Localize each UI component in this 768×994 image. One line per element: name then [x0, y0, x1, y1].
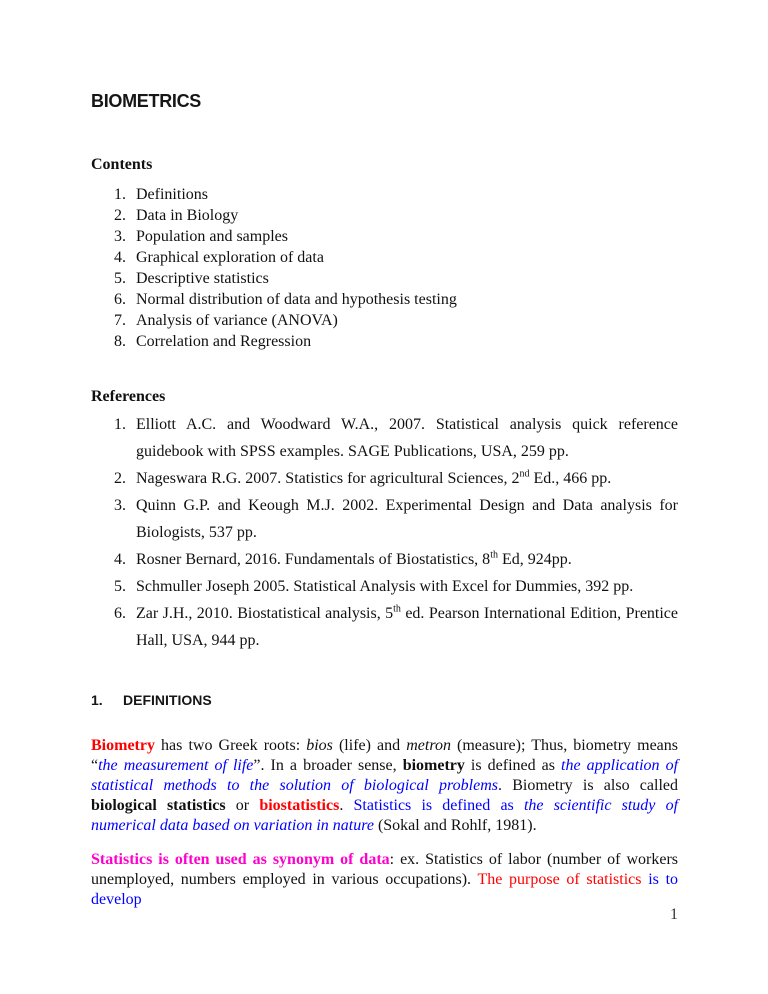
references-heading: References	[91, 388, 166, 405]
text-segment: Biometry	[91, 737, 155, 754]
reference-text-post: ed. Pearson International Edition, Prentice Hall, USA, 944 pp.	[136, 605, 679, 649]
ordinal-superscript: th	[490, 549, 498, 561]
text-segment: ”. In a broader sense,	[253, 757, 403, 774]
reference-item	[91, 465, 678, 492]
contents-item	[91, 331, 678, 352]
contents-heading: Contents	[91, 156, 153, 173]
list-item-number: 2.	[114, 470, 126, 487]
list-item-text: Population and samples	[136, 228, 288, 245]
list-item-number: 6.	[114, 605, 126, 622]
list-item-number: 2.	[114, 207, 126, 224]
paragraph-biometry-definition	[91, 736, 678, 836]
text-segment: bios	[306, 737, 333, 754]
text-segment: the application of statistical methods to the solution of biological problems	[91, 757, 679, 794]
text-segment: metron	[406, 737, 451, 754]
text-segment: : ex. Statistics of labor (number of workers unemployed, numbers employed in various occupations).	[91, 851, 678, 888]
text-segment: biometry	[402, 757, 465, 774]
reference-text	[136, 578, 633, 595]
contents-item	[91, 247, 678, 268]
definitions-heading-label: DEFINITIONS	[123, 692, 212, 708]
definitions-heading	[91, 692, 212, 708]
text-segment: .	[339, 797, 354, 814]
text-segment: (life) and	[332, 737, 407, 754]
ordinal-superscript: th	[393, 603, 401, 615]
contents-item	[91, 184, 678, 205]
text-segment: Statistics is often used as synonym of data	[91, 851, 390, 868]
contents-item	[91, 268, 678, 289]
reference-item	[91, 573, 678, 600]
reference-text	[136, 497, 678, 541]
list-item-text: Graphical exploration of data	[136, 249, 324, 266]
list-item-text: Analysis of variance (ANOVA)	[136, 312, 338, 329]
contents-item	[91, 205, 678, 226]
reference-text-pre: Quinn G.P. and Keough M.J. 2002. Experimental Design and Data analysis for Biologists, 537 pp.	[136, 497, 678, 541]
reference-text-pre: Elliott A.C. and Woodward W.A., 2007. Statistical analysis quick reference guidebook with SPSS examples. SAGE Publications, USA, 259 pp.	[136, 416, 678, 460]
text-segment: Statistics is defined as	[353, 797, 524, 814]
contents-item	[91, 289, 678, 310]
list-item-number: 4.	[114, 249, 126, 266]
reference-text-pre: Zar J.H., 2010. Biostatistical analysis, 5	[136, 605, 394, 622]
list-item-text: Descriptive statistics	[136, 270, 269, 287]
reference-text	[136, 416, 678, 460]
list-item-number: 4.	[114, 551, 126, 568]
reference-text	[136, 551, 572, 568]
text-segment: the scientific study of numerical data based on variation in nature	[91, 797, 679, 834]
definitions-heading-number: 1.	[91, 692, 103, 708]
paragraph-statistics-synonym	[91, 850, 678, 910]
reference-item	[91, 411, 678, 465]
reference-text-pre: Nageswara R.G. 2007. Statistics for agricultural Sciences, 2	[136, 470, 520, 487]
list-item-text: Correlation and Regression	[136, 333, 312, 350]
list-item-number: 3.	[114, 228, 126, 245]
list-item-number: 7.	[114, 312, 126, 329]
ordinal-superscript: nd	[519, 468, 530, 480]
list-item-text: Definitions	[136, 186, 208, 203]
text-segment: biological statistics	[91, 797, 226, 814]
list-item-number: 5.	[114, 578, 126, 595]
text-segment: the measurement of life	[98, 757, 254, 774]
list-item-number: 3.	[114, 497, 126, 514]
document-title: BIOMETRICS	[91, 91, 202, 111]
list-item-text: Normal distribution of data and hypothesis testing	[136, 291, 457, 308]
list-item-number: 8.	[114, 333, 126, 350]
text-segment: . Biometry is also called	[498, 777, 678, 794]
text-segment: biostatistics	[259, 797, 340, 814]
reference-text-post: Ed., 466 pp.	[529, 470, 612, 487]
list-item-number: 1.	[114, 416, 126, 433]
reference-text	[136, 470, 611, 487]
list-item-number: 1.	[114, 186, 126, 203]
contents-item	[91, 226, 678, 247]
reference-text-post: Ed, 924pp.	[497, 551, 572, 568]
reference-text-pre: Schmuller Joseph 2005. Statistical Analysis with Excel for Dummies, 392 pp.	[136, 578, 634, 595]
reference-text	[136, 605, 678, 649]
text-segment: is defined as	[464, 757, 562, 774]
text-segment: has two Greek roots:	[154, 737, 307, 754]
text-segment: The purpose of statistics	[477, 871, 642, 888]
contents-item	[91, 310, 678, 331]
list-item-number: 6.	[114, 291, 126, 308]
reference-text-pre: Rosner Bernard, 2016. Fundamentals of Biostatistics, 8	[136, 551, 491, 568]
reference-item	[91, 492, 678, 546]
contents-list	[91, 184, 678, 352]
references-list	[91, 411, 678, 654]
list-item-number: 5.	[114, 270, 126, 287]
list-item-text: Data in Biology	[136, 207, 239, 224]
reference-item	[91, 546, 678, 573]
text-segment: is to develop	[91, 871, 679, 908]
reference-item	[91, 600, 678, 654]
page-number: 1	[670, 906, 678, 923]
text-segment: or	[225, 797, 260, 814]
text-segment: (measure); Thus, biometry means “	[91, 737, 679, 774]
text-segment: (Sokal and Rohlf, 1981).	[373, 817, 537, 834]
